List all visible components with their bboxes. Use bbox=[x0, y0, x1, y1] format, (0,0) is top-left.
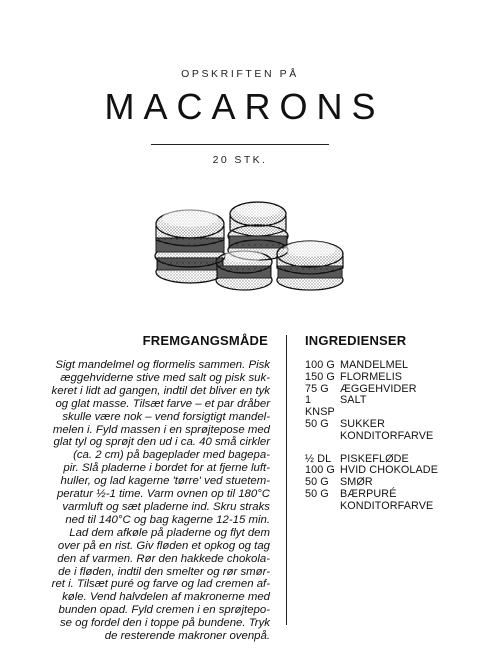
ingredient-qty: 100 G bbox=[305, 359, 335, 371]
method-line: de i fløden, indtil den smelter og rør smør- bbox=[58, 565, 270, 578]
method-line: keret i lidt ad gangen, indtil det bliver en tyk bbox=[51, 384, 270, 397]
method-line: glat tyl og sprøjt den ud i ca. 40 små cirkler bbox=[53, 436, 270, 449]
method-line: melen i. Fyld massen i en sprøjtepose med bbox=[52, 423, 270, 436]
method-line: Sigt mandelmel og flormelis sammen. Pisk bbox=[55, 359, 270, 371]
macarons-illustration bbox=[140, 196, 350, 306]
title-rule bbox=[151, 144, 329, 145]
recipe-title: MACARONS bbox=[104, 86, 385, 127]
ingredient-row bbox=[305, 465, 465, 477]
method-line: bunden opad. Fyld cremen i en sprøjtepo- bbox=[58, 604, 270, 617]
ingredient-row bbox=[305, 372, 465, 384]
ingredient-qty: 75 G bbox=[305, 382, 329, 395]
ingredient-row bbox=[305, 431, 465, 443]
method-line: huller, og lad kagerne 'tørre' ved stuetem- bbox=[60, 475, 270, 488]
method-line: (ca. 2 cm) på bageplader med bagepa- bbox=[73, 449, 270, 462]
method-line: varmluft og sæt pladerne ind. Skru straks bbox=[62, 500, 270, 513]
ingredient-qty: 100 G bbox=[305, 464, 335, 477]
ingredient-row bbox=[305, 489, 465, 501]
ingredient-name: SMØR bbox=[340, 476, 373, 489]
ingredient-row bbox=[305, 419, 465, 431]
ingredient-name: KONDITORFARVE bbox=[340, 499, 434, 512]
ingredient-list bbox=[305, 360, 465, 513]
ingredients-heading: INGREDIENSER bbox=[305, 333, 407, 348]
method-heading: FREMGANGSMÅDE bbox=[142, 333, 268, 348]
method-line: skulle være nok – vend forsigtigt mandel- bbox=[62, 410, 270, 423]
macaron-left bbox=[155, 209, 225, 283]
method-text bbox=[30, 359, 270, 643]
ingredient-qty bbox=[305, 431, 340, 443]
ingredient-name: HVID CHOKOLADE bbox=[340, 464, 438, 477]
method-line: de resterende makroner ovenpå. bbox=[104, 630, 270, 643]
ingredient-row bbox=[305, 501, 465, 513]
ingredient-name: KONDITORFARVE bbox=[340, 429, 434, 442]
ingredient-qty: 50 G bbox=[305, 476, 329, 489]
ingredient-name: MANDELMEL bbox=[340, 359, 409, 371]
method-line: ned til 140°C og bag kagerne 12-15 min. bbox=[65, 513, 270, 526]
ingredient-name: ÆGGEHVIDER bbox=[340, 382, 417, 395]
ingredient-qty: ½ DL bbox=[305, 452, 332, 465]
method-line: køle. Vend halvdelen af makronerne med bbox=[62, 591, 270, 604]
ingredient-qty: 50 G bbox=[305, 487, 329, 500]
method-line: ret i. Tilsæt puré og farve og lad cremen af- bbox=[51, 578, 270, 591]
method-line: æggehviderne stive med salt og pisk suk- bbox=[60, 371, 270, 384]
recipe-yield: 20 STK. bbox=[212, 154, 268, 166]
method-line: og glat masse. Tilsæt farve – et par dråber bbox=[55, 397, 270, 410]
macaron-right bbox=[277, 241, 343, 290]
ingredient-name: PISKEFLØDE bbox=[340, 452, 409, 465]
ingredient-name: SUKKER bbox=[340, 417, 385, 430]
ingredient-row bbox=[305, 395, 465, 419]
method-line: Lad dem afkøle på pladerne og flyt dem bbox=[69, 526, 270, 539]
ingredient-row bbox=[305, 384, 465, 396]
macaron-front bbox=[216, 250, 272, 290]
method-line: pir. Slå pladerne i bordet for at fjerne luft- bbox=[63, 462, 270, 475]
method-line: over på en rist. Giv fløden et opkog og tag bbox=[57, 539, 270, 552]
ingredient-name: FLORMELIS bbox=[340, 370, 403, 383]
ingredient-qty: 1 KNSP bbox=[305, 394, 335, 419]
ingredient-name: BÆRPURÉ bbox=[340, 487, 397, 500]
ingredient-group-gap bbox=[305, 443, 465, 454]
recipe-kicker: OPSKRIFTEN PÅ bbox=[181, 68, 299, 80]
ingredient-name: SALT bbox=[340, 394, 367, 407]
ingredient-qty bbox=[305, 501, 340, 513]
ingredient-qty: 150 G bbox=[305, 370, 335, 383]
method-line: se og fordel den i toppe på bundene. Tryk bbox=[59, 617, 270, 630]
column-divider bbox=[286, 335, 287, 625]
ingredient-qty: 50 G bbox=[305, 417, 329, 430]
method-line: den af varmen. Rør den hakkede chokola- bbox=[57, 552, 270, 565]
method-line: peratur ½-1 time. Varm ovnen op til 180°C bbox=[56, 488, 270, 501]
